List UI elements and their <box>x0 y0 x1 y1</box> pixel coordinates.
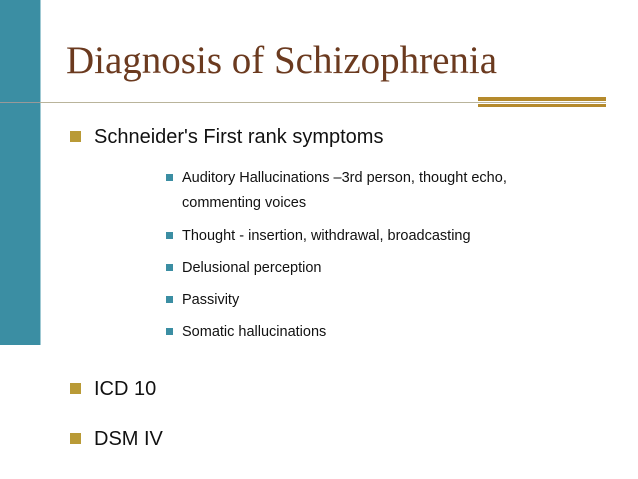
bullet-square-icon <box>70 433 81 444</box>
title-accent-bar-top <box>478 97 606 101</box>
sub-bullet-square-icon <box>166 232 173 239</box>
sub-bullet-square-icon <box>166 296 173 303</box>
sub-bullet-text: Somatic hallucinations <box>182 324 327 340</box>
sub-bullet-square-icon <box>166 174 173 181</box>
sub-bullet-text: Passivity <box>182 292 240 308</box>
bullet-text: Schneider's First rank symptoms <box>94 126 384 148</box>
sub-bullet-text: Delusional perception <box>182 260 322 276</box>
bullet-text: DSM IV <box>94 428 163 450</box>
sub-bullet-text: Auditory Hallucinations –3rd person, thought echo, <box>182 170 507 186</box>
title-accent-bar-bottom <box>478 104 606 107</box>
slide-title: Diagnosis of Schizophrenia <box>66 39 498 82</box>
sub-bullet-square-icon <box>166 328 173 335</box>
title-rule <box>40 102 606 103</box>
title-rule-left <box>0 102 40 103</box>
bullet-text: ICD 10 <box>94 378 157 400</box>
left-accent-bar <box>0 0 40 345</box>
bullet-square-icon <box>70 131 81 142</box>
sub-bullet-text: Thought - insertion, withdrawal, broadcasting <box>182 228 471 244</box>
bullet-square-icon <box>70 383 81 394</box>
sub-bullet-text: commenting voices <box>182 195 307 211</box>
sub-bullet-square-icon <box>166 264 173 271</box>
